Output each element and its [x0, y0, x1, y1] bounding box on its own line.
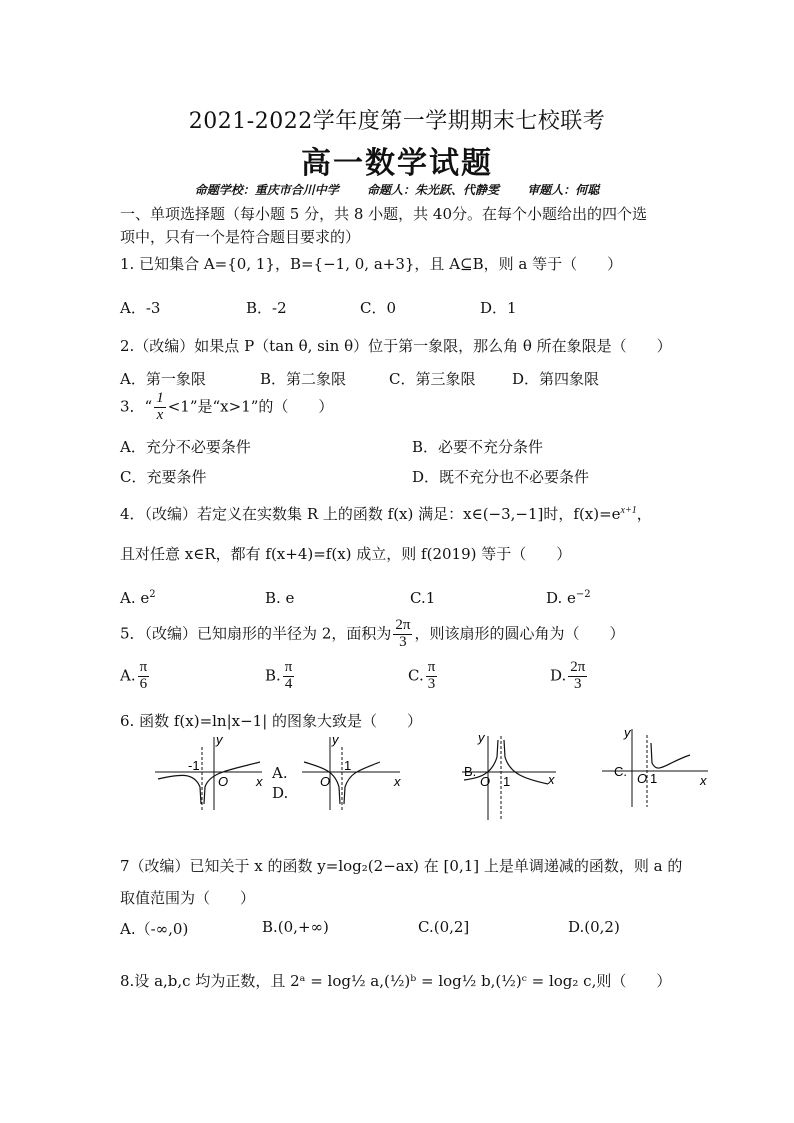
- q6-option-d-label[interactable]: D.: [272, 784, 289, 802]
- question-1-stem: 1. 已知集合 A={0, 1}，B={−1, 0, a+3}，且 A⊆B，则 a 等于（ ）: [120, 255, 623, 273]
- q5-option-b-numerator: π: [284, 659, 293, 675]
- graph-c-one-label: 1: [650, 771, 658, 786]
- q5-option-a-numerator: π: [139, 659, 148, 675]
- section-heading-line2: 项中，只有一个是符合题目要求的）: [120, 228, 361, 246]
- q5-option-c-label: C.: [408, 666, 424, 685]
- q7-option-c[interactable]: C.(0,2]: [418, 918, 470, 936]
- q5-option-c[interactable]: [408, 660, 439, 693]
- q3-fraction-numerator: 1: [156, 390, 164, 406]
- graph-c-curve: [651, 743, 690, 768]
- q1-option-b[interactable]: B．-2: [246, 299, 287, 317]
- q5-option-b-fraction: [283, 660, 295, 693]
- q5-area-fraction: [393, 618, 412, 651]
- question-8-stem: 8.设 a,b,c 均为正数，且 2ᵃ = log½ a,(½)ᵇ = log½ b,(½)ᶜ = log₂ c,则（ ）: [120, 972, 672, 990]
- credit-author: 命题人：朱光跃、代静雯: [366, 183, 499, 197]
- q7-option-b[interactable]: B.(0,+∞): [262, 918, 329, 936]
- graph-c-option-label: C.: [614, 764, 627, 779]
- graph-b-origin-label: O: [480, 774, 491, 789]
- question-4-line2: 且对任意 x∈R，都有 f(x+4)=f(x) 成立，则 f(2019) 等于（ ）: [120, 545, 572, 563]
- exam-subject-title: 高一数学试题: [301, 146, 493, 181]
- q6-graph-b[interactable]: [460, 732, 560, 822]
- q5-option-d-numerator: 2π: [570, 659, 586, 675]
- q5-option-a-fraction: [138, 660, 150, 693]
- graph-d-x-label: x: [256, 774, 263, 789]
- graph-b-one-label: 1: [503, 774, 511, 789]
- exam-credits: [0, 181, 794, 198]
- q6-graph-c[interactable]: [600, 725, 710, 810]
- q5-option-c-numerator: π: [427, 659, 436, 675]
- q3-option-c[interactable]: C．充要条件: [120, 468, 207, 486]
- q4-option-b[interactable]: B. e: [265, 589, 295, 607]
- q4-line1-text: 4．（改编）若定义在实数集 R 上的函数 f(x) 满足：x∈(−3,−1]时，f(x)=e: [120, 505, 621, 523]
- graph-a-one-label: 1: [344, 758, 352, 773]
- question-2-stem: 2.（改编）如果点 P（tan θ, sin θ）位于第一象限，那么角 θ 所在象限是（ ）: [120, 337, 672, 355]
- graph-d-curve-right: [204, 762, 260, 804]
- graph-b-option-label: B.: [464, 764, 477, 779]
- q5-option-d-denominator: 3: [574, 675, 582, 692]
- q3-prefix: 3．“: [120, 397, 153, 416]
- q5-option-b[interactable]: [265, 660, 296, 693]
- credit-school: 命题学校：重庆市合川中学: [194, 183, 339, 197]
- q5-option-d-fraction: [568, 660, 587, 693]
- q1-option-a[interactable]: A．-3: [120, 299, 161, 317]
- graph-a-y-label: y: [332, 732, 339, 747]
- question-7-line2: 取值范围为（ ）: [120, 889, 256, 907]
- q4-option-a[interactable]: [120, 589, 156, 607]
- q7-option-a[interactable]: A.（-∞,0): [120, 920, 189, 938]
- q7-option-d[interactable]: D.(0,2): [568, 918, 620, 936]
- graph-d-curve-left: [158, 775, 201, 804]
- question-5-stem: [120, 618, 624, 651]
- q2-option-a[interactable]: A．第一象限: [120, 370, 206, 388]
- graph-c-x-label: x: [700, 773, 707, 788]
- graph-c-y-label: y: [624, 725, 631, 740]
- q5-option-a-label: A.: [120, 666, 136, 685]
- q5-option-c-fraction: [426, 660, 438, 693]
- q4-option-d-exponent: −2: [575, 589, 591, 600]
- q6-graph-a[interactable]: [300, 732, 405, 812]
- q6-option-a-label[interactable]: A.: [272, 764, 288, 782]
- q5-option-d[interactable]: [550, 660, 589, 693]
- graph-b-x-label: x: [548, 772, 555, 787]
- q5-option-c-denominator: 3: [427, 675, 436, 692]
- graph-d-neg-one-label: -1: [188, 758, 200, 773]
- q5-option-b-label: B.: [265, 666, 281, 685]
- q2-option-b[interactable]: B．第二象限: [260, 370, 347, 388]
- q5-option-b-denominator: 4: [284, 675, 293, 692]
- section-heading-line1: 一、单项选择题（每小题 5 分，共 8 小题，共 40分。在每个小题给出的四个选: [120, 205, 648, 223]
- credit-reviewer: 审题人：何聪: [527, 183, 600, 197]
- q3-suffix: <1”是“x>1”的（ ）: [167, 397, 334, 416]
- graph-d-y-label: y: [216, 732, 223, 747]
- q5-post: ，则该扇形的圆心角为（ ）: [414, 624, 625, 643]
- graph-d-origin-label: O: [218, 774, 229, 789]
- graph-b-curve-right: [504, 740, 548, 784]
- q4-option-d-text: D. e: [546, 589, 576, 607]
- q4-option-d[interactable]: [546, 589, 591, 607]
- q4-line1-end: ，: [636, 505, 652, 523]
- q2-option-c[interactable]: C．第三象限: [389, 370, 476, 388]
- q2-option-d[interactable]: D．第四象限: [512, 370, 600, 388]
- q5-pre: 5．（改编）已知扇形的半径为 2，面积为: [120, 624, 392, 643]
- graph-a-origin-label: O: [320, 774, 331, 789]
- exam-header-title: 2021-2022学年度第一学期期末七校联考: [188, 109, 606, 134]
- question-3-stem: [120, 391, 333, 424]
- graph-a-x-label: x: [394, 774, 401, 789]
- q4-option-a-exponent: 2: [149, 589, 156, 600]
- q5-area-numerator: 2π: [395, 617, 411, 633]
- graph-c-origin-label: O: [637, 771, 648, 786]
- q4-line1-exponent: x+1: [620, 505, 637, 516]
- q3-option-a[interactable]: A．充分不必要条件: [120, 438, 251, 456]
- question-4-line1: [120, 503, 652, 524]
- q4-option-a-text: A. e: [120, 589, 150, 607]
- q1-option-d[interactable]: D．1: [480, 299, 517, 317]
- q3-option-b[interactable]: B．必要不充分条件: [412, 438, 544, 456]
- q5-option-a[interactable]: [120, 660, 151, 693]
- q4-option-c[interactable]: C.1: [410, 589, 436, 607]
- q1-option-c[interactable]: C．0: [360, 299, 397, 317]
- q5-option-d-label: D.: [550, 666, 567, 685]
- q3-fraction-denominator: x: [156, 406, 164, 423]
- q6-graph-d[interactable]: [150, 732, 270, 812]
- question-6-stem: 6. 函数 f(x)=ln|x−1| 的图象大致是（ ）: [120, 712, 423, 730]
- q3-fraction: [154, 391, 166, 424]
- question-7-line1: 7（改编）已知关于 x 的函数 y=log₂(2−ax) 在 [0,1] 上是单调递减的函数，则 a 的: [120, 857, 683, 875]
- graph-b-y-label: y: [478, 732, 485, 745]
- q3-option-d[interactable]: D．既不充分也不必要条件: [412, 468, 590, 486]
- q5-option-a-denominator: 6: [139, 675, 148, 692]
- q5-area-denominator: 3: [399, 633, 407, 650]
